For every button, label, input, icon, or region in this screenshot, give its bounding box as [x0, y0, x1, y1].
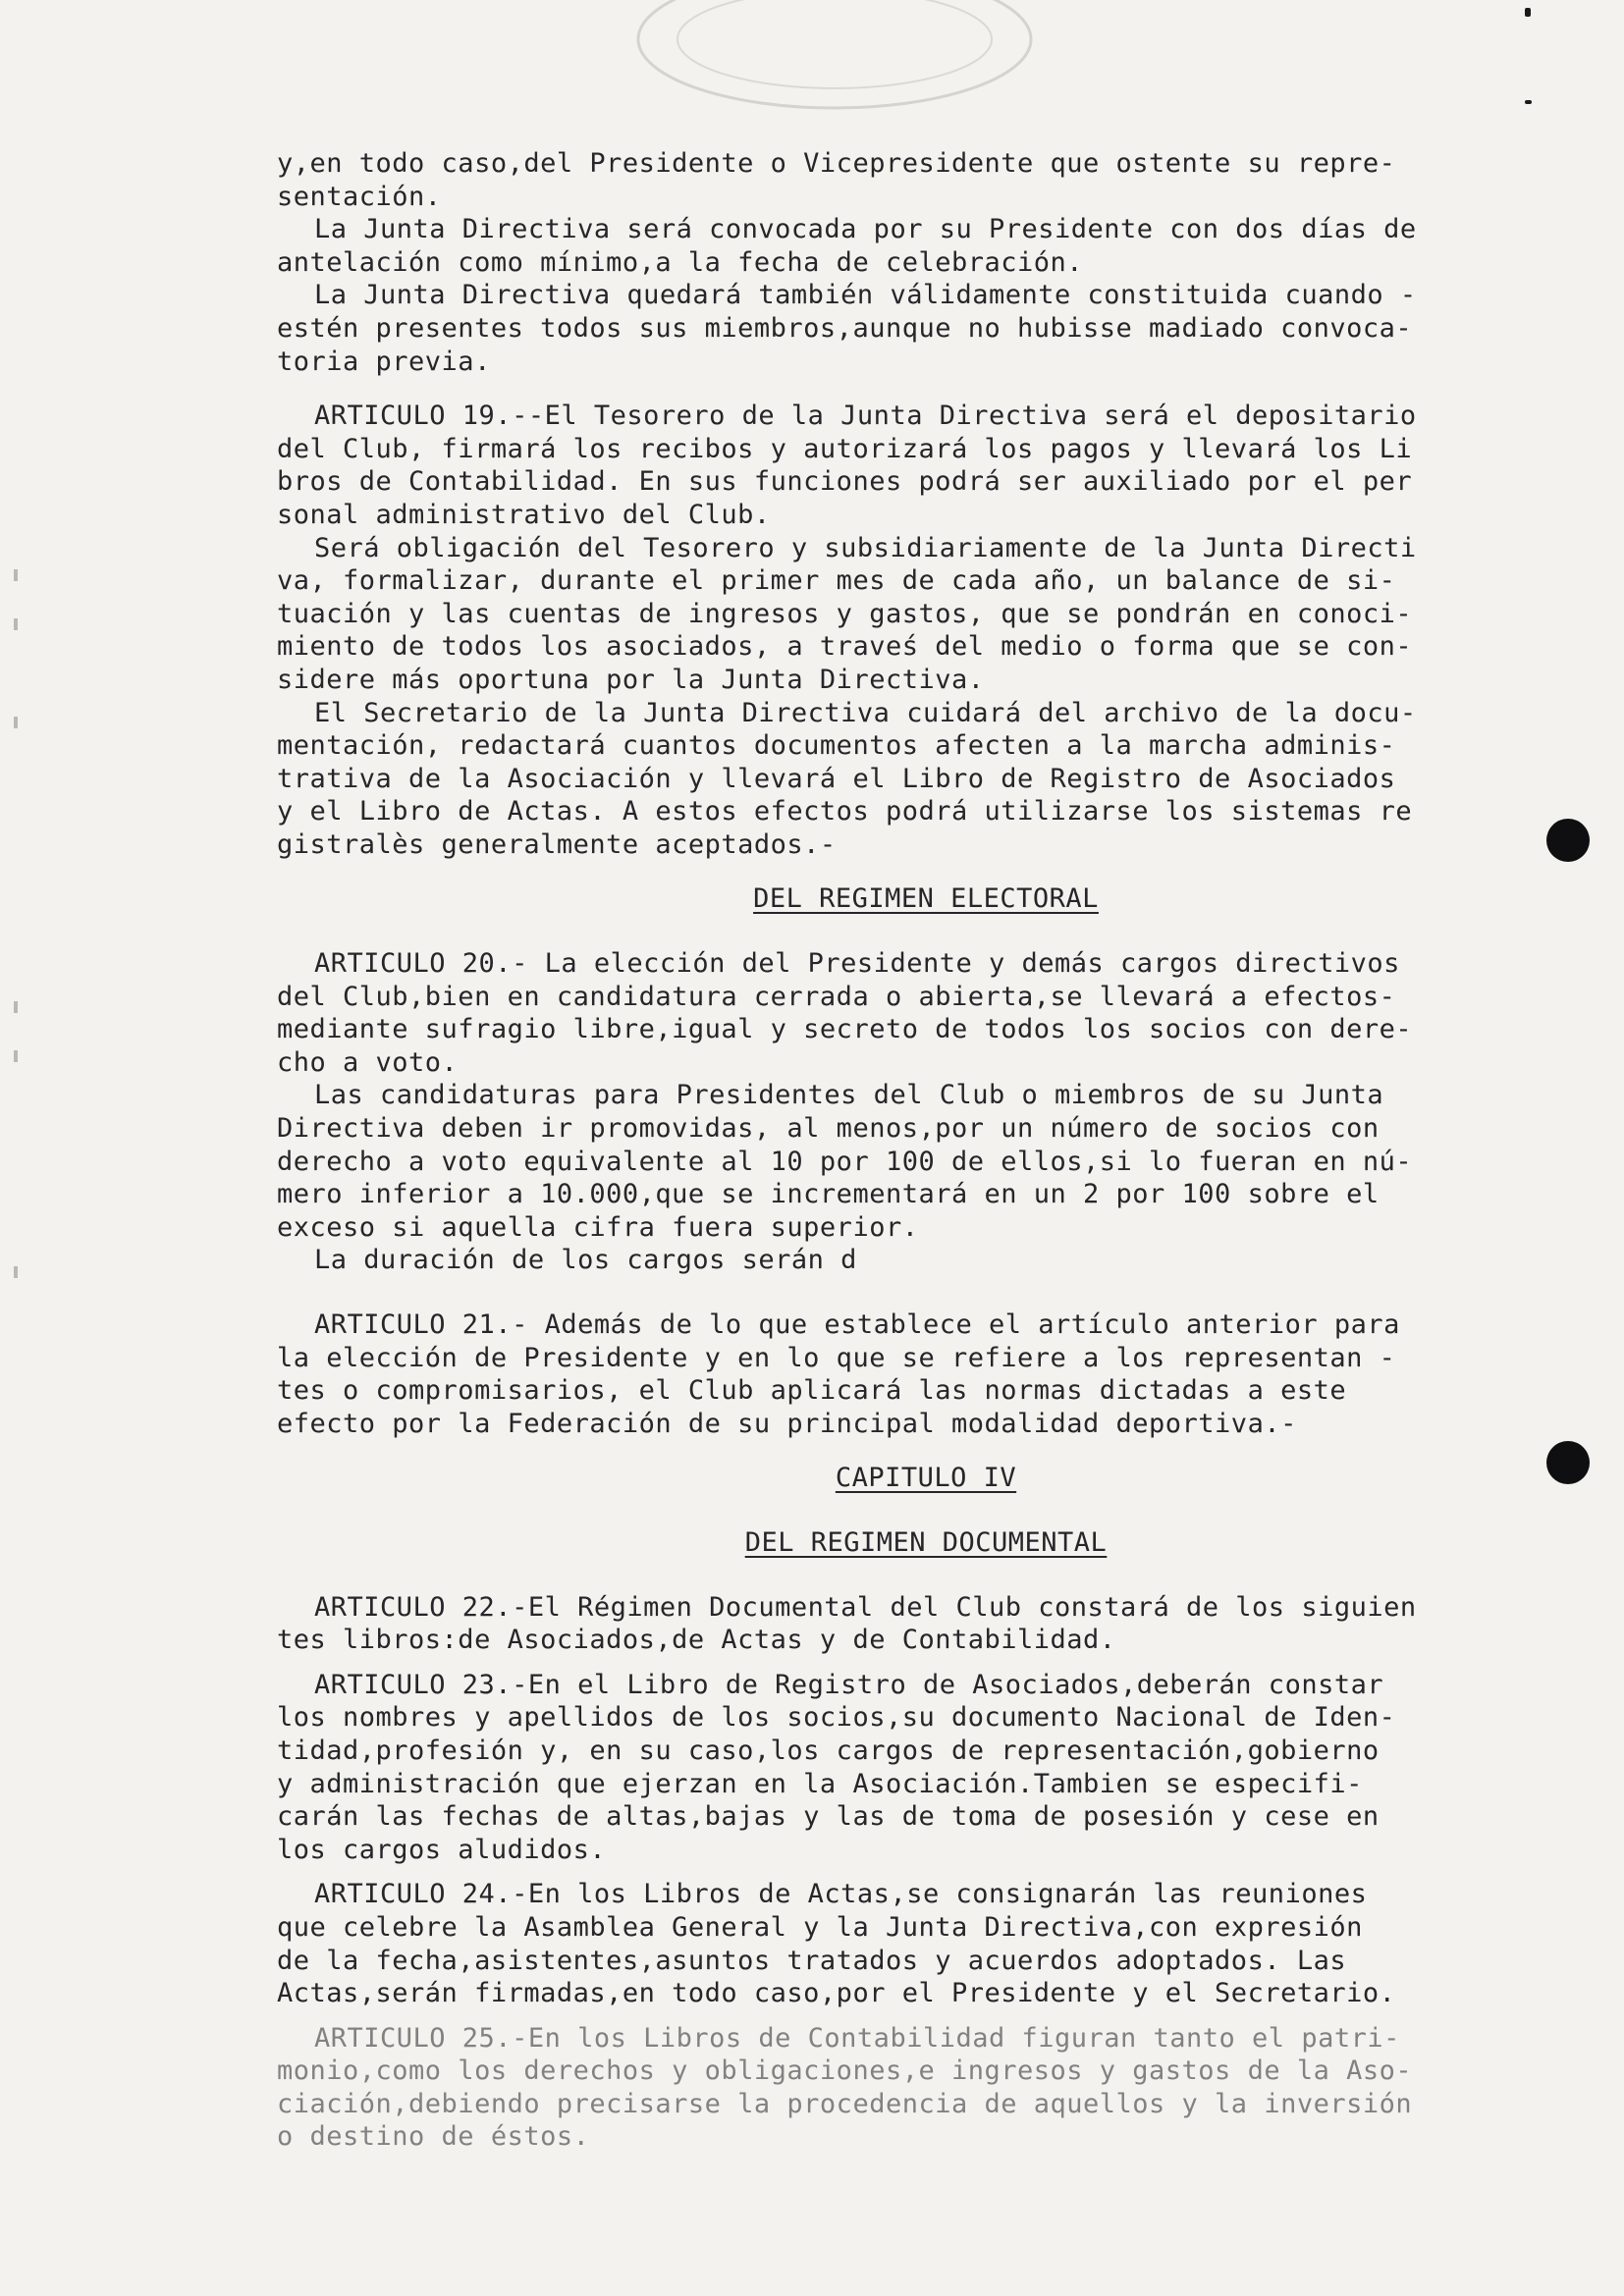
text-line: o destino de éstos.	[277, 2121, 590, 2153]
text-line: estén presentes todos sus miembros,aunque no hubisse madiado convoca-	[277, 312, 1413, 344]
text-line: ARTICULO 25.-En los Libros de Contabilidad figuran tanto el patri-	[314, 2022, 1400, 2054]
margin-mark	[14, 569, 18, 581]
text-line: los cargos aludidos.	[277, 1834, 607, 1865]
text-line: sidere más oportuna por la Junta Directiva.	[277, 664, 985, 695]
text-line: los nombres y apellidos de los socios,su documento Nacional de Iden-	[277, 1702, 1396, 1734]
text-line: miento de todos los asociados, a traveś del medio o forma que se con-	[277, 631, 1413, 663]
text-line: derecho a voto equivalente al 10 por 100 de ellos,si lo fueran en nú-	[277, 1146, 1413, 1177]
text-line: ciación,debiendo precisarse la procedencia de aquellos y la inversión	[277, 2088, 1413, 2119]
margin-mark	[14, 618, 18, 630]
paragraph-gap	[277, 2010, 1614, 2022]
text-line: mediante sufragio libre,igual y secreto de todos los socios con dere-	[277, 1014, 1413, 1045]
section-heading-text: DEL REGIMEN DOCUMENTAL	[744, 1526, 1108, 1558]
text-line: Directiva deben ir promovidas, al menos,por un número de socios con	[277, 1113, 1380, 1145]
text-line: mentación, redactará cuantos documentos afecten a la marcha adminis-	[277, 730, 1396, 762]
text-line: bros de Contabilidad. En sus funciones podrá ser auxiliado por el per	[277, 466, 1413, 498]
text-line: va, formalizar, durante el primer mes de cada año, un balance de si-	[277, 565, 1396, 597]
text-line: efecto por la Federación de su principal modalidad deportiva.-	[277, 1408, 1297, 1439]
text-line: tidad,profesión y, en su caso,los cargos de representación,gobierno	[277, 1735, 1380, 1766]
margin-mark	[14, 1266, 18, 1278]
document-body	[277, 147, 1614, 2154]
text-line: ARTICULO 19.--El Tesorero de la Junta Directiva será el depositario	[314, 400, 1417, 432]
text-line: cho a voto.	[277, 1046, 459, 1078]
ink-speck	[1525, 8, 1531, 17]
text-line: tuación y las cuentas de ingresos y gastos, que se pondrán en conoci-	[277, 598, 1413, 629]
text-line: la elección de Presidente y en lo que se refiere a los representan -	[277, 1342, 1396, 1373]
text-line: del Club, firmará los recibos y autorizará los pagos y llevará los Li	[277, 433, 1413, 464]
punch-hole-bottom	[1546, 1441, 1590, 1484]
punch-hole-top	[1546, 819, 1590, 862]
text-line: El Secretario de la Junta Directiva cuidará del archivo de la docu-	[314, 697, 1417, 728]
text-line: ARTICULO 20.- La elección del Presidente y demás cargos directivos	[314, 948, 1400, 980]
text-line: ARTICULO 24.-En los Libros de Actas,se consignarán las reuniones	[314, 1879, 1368, 1910]
text-line: y administración que ejerzan en la Asociación.Tambien se especifi-	[277, 1768, 1363, 1799]
text-line: ARTICULO 21.- Además de lo que establece el artículo anterior para	[314, 1309, 1400, 1340]
paragraph-gap	[277, 916, 1614, 947]
text-line: mero inferior a 10.000,que se incrementará en un 2 por 100 sobre el	[277, 1179, 1380, 1210]
text-line: del Club,bien en candidatura cerrada o abierta,se llevará a efectos-	[277, 981, 1396, 1012]
section-heading	[277, 1462, 1614, 1495]
text-line: tes o compromisarios, el Club aplicará las normas dictadas a este	[277, 1375, 1347, 1407]
margin-mark	[14, 717, 18, 728]
text-line: La Junta Directiva quedará también válidamente constituida cuando -	[314, 280, 1417, 311]
margin-mark	[14, 1050, 18, 1062]
paragraph-gap	[277, 1440, 1614, 1462]
text-line: antelación como mínimo,a la fecha de celebración.	[277, 246, 1084, 278]
text-line: toria previa.	[277, 346, 491, 377]
text-line: carán las fechas de altas,bajas y las de toma de posesión y cese en	[277, 1801, 1380, 1833]
paragraph-gap	[277, 861, 1614, 882]
text-line: ARTICULO 22.-El Régimen Documental del Club constará de los siguien	[314, 1591, 1417, 1623]
text-line: y el Libro de Actas. A estos efectos podrá utilizarse los sistemas re	[277, 796, 1413, 828]
stamp-mark-icon	[550, 0, 1060, 147]
text-line: que celebre la Asamblea General y la Junta Directiva,con expresión	[277, 1911, 1363, 1943]
paragraph-gap	[277, 378, 1614, 400]
text-line: La duración de los cargos serán d	[314, 1245, 857, 1276]
text-line: monio,como los derechos y obligaciones,e ingresos y gastos de la Aso-	[277, 2056, 1413, 2087]
text-line: Las candidaturas para Presidentes del Club o miembros de su Junta	[314, 1080, 1384, 1111]
paragraph-gap	[277, 1657, 1614, 1669]
section-heading-text: CAPITULO IV	[835, 1463, 1017, 1494]
bleed-through-stamp	[550, 0, 1060, 147]
text-line: tes libros:de Asociados,de Actas y de Contabilidad.	[277, 1625, 1116, 1656]
text-line: trativa de la Asociación y llevará el Libro de Registro de Asociados	[277, 763, 1396, 794]
text-line: La Junta Directiva será convocada por su Presidente con dos días de	[314, 214, 1417, 245]
text-line: exceso si aquella cifra fuera superior.	[277, 1211, 919, 1243]
paragraph-gap	[277, 1495, 1614, 1526]
text-line: Actas,serán firmadas,en todo caso,por el Presidente y el Secretario.	[277, 1978, 1396, 2009]
paragraph-gap	[277, 1866, 1614, 1878]
paragraph-gap	[277, 1277, 1614, 1308]
text-line: sonal administrativo del Club.	[277, 499, 771, 530]
text-line: de la fecha,asistentes,asuntos tratados y acuerdos adoptados. Las	[277, 1945, 1347, 1976]
ink-speck	[1525, 100, 1532, 104]
text-line: sentación.	[277, 181, 442, 212]
section-heading	[277, 1526, 1614, 1560]
text-line: y,en todo caso,del Presidente o Vicepresidente que ostente su repre-	[277, 148, 1396, 179]
text-line: Será obligación del Tesorero y subsidiariamente de la Junta Directi	[314, 532, 1417, 563]
section-heading	[277, 882, 1614, 916]
text-line: gistralès generalmente aceptados.-	[277, 828, 837, 860]
paragraph-gap	[277, 1560, 1614, 1591]
margin-mark	[14, 1001, 18, 1013]
section-heading-text: DEL REGIMEN ELECTORAL	[753, 883, 1099, 915]
text-line: ARTICULO 23.-En el Libro de Registro de Asociados,deberán constar	[314, 1669, 1384, 1700]
